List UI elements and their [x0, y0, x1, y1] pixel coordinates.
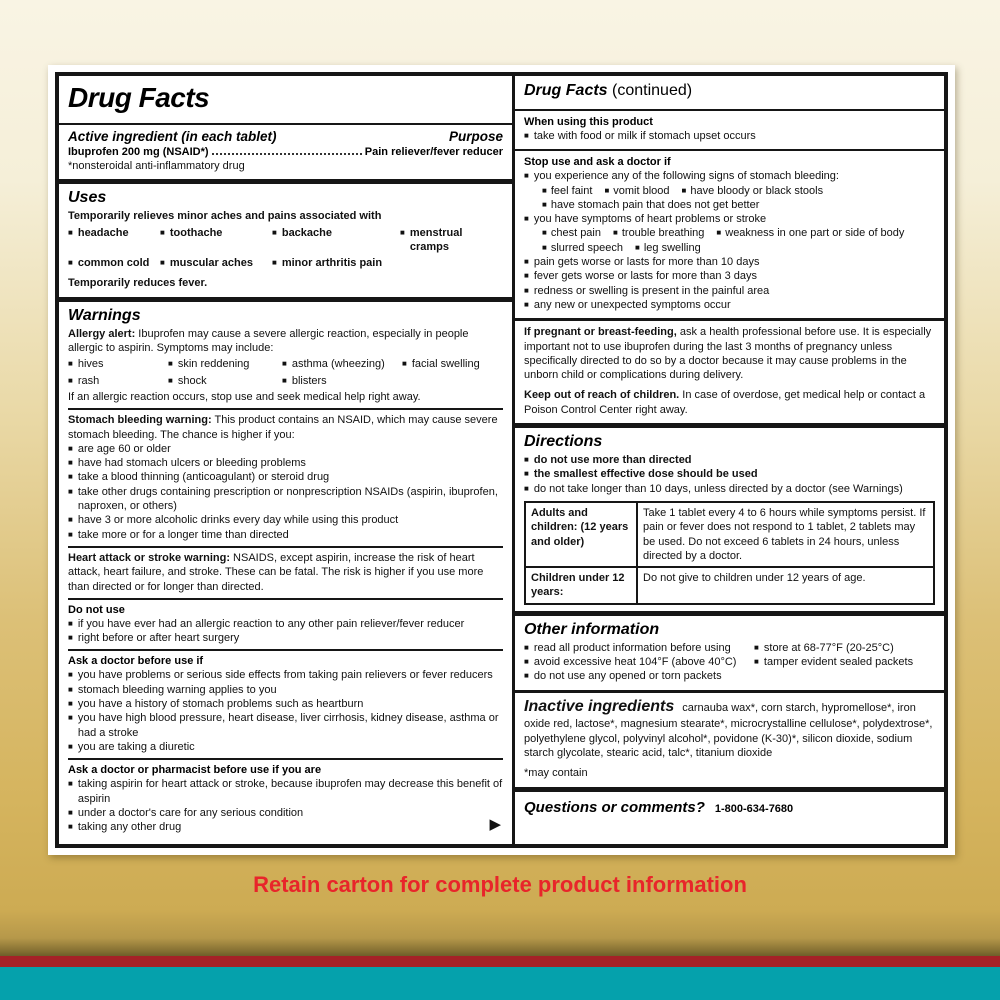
allergy-symptom-item: ■ hives [68, 357, 168, 371]
section-title [59, 76, 512, 123]
dosage-table [524, 501, 935, 605]
other-info-col2 [754, 641, 939, 684]
stomach-warning-text [68, 413, 503, 442]
dosage-table-row [525, 502, 934, 567]
ask-doctor-item: ■ you are taking a diuretic [68, 740, 503, 754]
heart-warning-lead: Heart attack or stroke warning: [68, 551, 230, 564]
allergy-outro: If an allergic reaction occurs, stop use and seek medical help right away. [68, 390, 421, 403]
warnings-allergy-block [68, 307, 503, 404]
stop-use-bleeding-signs-row2 [524, 198, 935, 212]
dosage-table-row [525, 567, 934, 604]
stomach-warning-item: ■ take a blood thinning (anticoagulant) or steroid drug [68, 470, 503, 484]
stop-use-heart-signs-row2 [524, 241, 935, 255]
bleeding-sign-item: ■ vomit blood [604, 184, 669, 198]
nsaid-footnote: *nonsteroidal anti-inflammatory drug [68, 160, 245, 172]
may-contain-footnote: *may contain [524, 767, 588, 780]
heart-sign-item: ■ chest pain [542, 226, 601, 240]
stop-use-item: ■ pain gets worse or lasts for more than 10 days [524, 255, 935, 269]
carton-teal-stripe [0, 967, 1000, 1000]
stop-use-item: ■ fever gets worse or lasts for more than 3 days [524, 269, 935, 283]
other-info-item: ■ avoid excessive heat 104°F (above 40°C) [524, 655, 750, 669]
section-pregnancy [515, 318, 944, 423]
section-inactive-ingredients [515, 690, 944, 787]
allergy-symptom-item: ■ facial swelling [402, 357, 503, 371]
section-questions [515, 787, 944, 844]
carton-red-stripe [0, 956, 1000, 967]
ask-doctor-item: ■ stomach bleeding warning applies to you [68, 683, 503, 697]
other-info-col1 [524, 641, 750, 684]
heart-warning-text [68, 551, 503, 594]
drug-facts-label [48, 65, 955, 855]
ask-pharmacist-item: ■ under a doctor's care for any serious condition [68, 806, 503, 820]
directions-item: ■ do not use more than directed [524, 453, 935, 467]
allergy-symptom-item: ■ blisters [282, 374, 402, 388]
other-info-item: ■ store at 68-77°F (20-25°C) [754, 641, 939, 655]
inactive-ingredients-text [524, 697, 935, 761]
ask-pharmacist-item: ■ taking aspirin for heart attack or stroke, because ibuprofen may decrease this benefit of aspirin [68, 777, 503, 806]
stop-use-bleeding-signs-row1 [524, 184, 935, 198]
stop-use-list [524, 255, 935, 312]
heart-sign-item: ■ trouble breathing [613, 226, 704, 240]
allergy-alert-lead: Allergy alert: [68, 327, 136, 340]
heart-warning-body: NSAIDS, except aspirin, increase the risk of heart attack, heart failure, and stroke. These can be fatal. The risk is higher if you use more than directed or for longer than directed. [68, 551, 484, 593]
stop-use-item-bleeding: ■ you experience any of the following signs of stomach bleeding: [524, 169, 935, 183]
allergy-symptom-item: ■ asthma (wheezing) [282, 357, 402, 371]
allergy-symptom-item: ■ skin reddening [168, 357, 282, 371]
pregnancy-warning-lead: If pregnant or breast-feeding, [524, 326, 677, 339]
uses-item: ■ menstrual cramps [400, 226, 503, 255]
do-not-use-block [68, 598, 503, 646]
directions-header: Directions [524, 433, 603, 451]
section-stop-use [515, 149, 944, 318]
uses-item: ■ toothache [160, 226, 272, 255]
stop-use-item: ■ any new or unexpected symptoms occur [524, 298, 935, 312]
inactive-ingredients-body: carnauba wax*, corn starch, hypromellose*, iron oxide red, lactose*, magnesium stearate*, microcrystalline cellulose*, polydextrose*, polyethylene glycol, polyvinyl alcohol*, povidone (K-30)*, silicon dioxide, sodium starch glycolate, stearic acid, talc*, titanium dioxide [524, 701, 933, 759]
other-information-header: Other information [524, 620, 660, 638]
when-using-header: When using this product [524, 116, 653, 128]
stomach-warning-item: ■ are age 60 or older [68, 442, 503, 456]
uses-header: Uses [68, 189, 107, 207]
drug-facts-title: Drug Facts [68, 82, 210, 113]
pregnancy-warning-text [524, 325, 935, 382]
dosage-instructions-cell: Do not give to children under 12 years of age. [637, 567, 934, 604]
other-info-item: ■ do not use any opened or torn packets [524, 669, 750, 683]
bleeding-sign-item: ■ have bloody or black stools [682, 184, 824, 198]
stop-use-header: Stop use and ask a doctor if [524, 156, 671, 169]
dosage-who-cell: Adults and children: (12 years and older) [525, 502, 637, 567]
directions-item: ■ do not take longer than 10 days, unless directed by a doctor (see Warnings) [524, 482, 935, 496]
allergy-symptom-item: ■ shock [168, 374, 282, 388]
stomach-warning-item: ■ have 3 or more alcoholic drinks every day while using this product [68, 513, 503, 527]
ingredient-name: Ibuprofen 200 mg (NSAID*) [68, 146, 209, 158]
continued-arrow-icon: ▶ [489, 816, 501, 834]
stomach-warning-item: ■ take other drugs containing prescription or nonprescription NSAIDs (aspirin, ibuprofen, naproxen, or others) [68, 485, 503, 514]
stomach-warning-item: ■ take more or for a longer time than directed [68, 528, 503, 542]
keep-out-lead: Keep out of reach of children. [524, 389, 680, 402]
ask-pharmacist-item: ■ taking any other drug [68, 820, 503, 834]
heart-sign-item: ■ leg swelling [635, 241, 701, 255]
label-right-column [515, 76, 944, 844]
when-using-list [524, 129, 935, 143]
uses-list [68, 226, 503, 271]
inactive-ingredients-header: Inactive ingredients [524, 697, 675, 715]
uses-item: ■ headache [68, 226, 160, 255]
ask-doctor-list [68, 668, 503, 754]
do-not-use-header: Do not use [68, 603, 125, 616]
section-other-information [515, 611, 944, 690]
label-left-column [59, 76, 515, 844]
ask-doctor-header: Ask a doctor before use if [68, 655, 204, 668]
stomach-warning-list [68, 442, 503, 542]
stop-use-structure-2 [524, 212, 935, 226]
purpose-header: Purpose [448, 129, 503, 144]
label-frame [55, 72, 948, 848]
dosage-instructions-cell: Take 1 tablet every 4 to 6 hours while symptoms persist. If pain or fever does not respond to 1 tablet, 2 tablets may be used. Do not exceed 6 tablets in 24 hours, unless directed by a doctor. [637, 502, 934, 567]
section-active-ingredient [59, 123, 512, 179]
heart-sign-item: ■ weakness in one part or side of body [716, 226, 904, 240]
ask-doctor-item: ■ you have problems or serious side effects from taking pain relievers or fever reducers [68, 668, 503, 682]
allergy-alert-text [68, 327, 503, 356]
allergy-alert-body: Ibuprofen may cause a severe allergic reaction, especially in people allergic to aspirin. Symptoms may include: [68, 327, 469, 355]
stop-use-heart-signs-row1 [524, 226, 935, 240]
uses-item: ■ backache [272, 226, 400, 255]
keep-out-body: In case of overdose, get medical help or contact a Poison Control Center right away. [524, 389, 926, 416]
stomach-warning-body: This product contains an NSAID, which may cause severe stomach bleeding. The chance is higher if you: [68, 414, 498, 441]
stomach-warning-item: ■ have had stomach ulcers or bleeding problems [68, 456, 503, 470]
uses-item: ■ minor arthritis pain [272, 256, 400, 270]
do-not-use-item: ■ right before or after heart surgery [68, 631, 503, 645]
uses-intro: Temporarily relieves minor aches and pains associated with [68, 210, 382, 223]
section-directions [515, 423, 944, 611]
section-uses [59, 179, 512, 296]
ask-doctor-item: ■ you have a history of stomach problems such as heartburn [68, 697, 503, 711]
drug-facts-continued-title: Drug Facts [524, 82, 608, 99]
stop-use-structure [524, 169, 935, 183]
active-ingredient-header: Active ingredient (in each tablet) [68, 129, 277, 144]
section-title-continued [515, 76, 944, 109]
ask-pharmacist-block [68, 758, 503, 834]
bleeding-sign-item: ■ have stomach pain that does not get better [542, 198, 759, 212]
directions-list [524, 453, 935, 496]
do-not-use-item: ■ if you have ever had an allergic reaction to any other pain reliever/fever reducer [68, 617, 503, 631]
ask-pharmacist-list [68, 777, 503, 834]
retain-carton-notice: Retain carton for complete product information [253, 872, 747, 897]
section-when-using [515, 109, 944, 149]
questions-phone: 1-800-634-7680 [714, 802, 794, 815]
stop-use-item-heart: ■ you have symptoms of heart problems or stroke [524, 212, 935, 226]
other-info-item: ■ tamper evident sealed packets [754, 655, 939, 669]
uses-item: ■ common cold [68, 256, 160, 270]
uses-fever: Temporarily reduces fever. [68, 277, 208, 290]
do-not-use-list [68, 617, 503, 646]
when-using-item: ■ take with food or milk if stomach upset occurs [524, 129, 935, 143]
stop-use-item: ■ redness or swelling is present in the painful area [524, 284, 935, 298]
ingredient-purpose: Pain reliever/fever reducer [364, 146, 503, 158]
ask-doctor-block [68, 649, 503, 754]
warnings-heart-block [68, 546, 503, 594]
heart-sign-item: ■ slurred speech [542, 241, 623, 255]
ask-pharmacist-header: Ask a doctor or pharmacist before use if you are [68, 764, 322, 777]
dosage-who-cell: Children under 12 years: [525, 567, 637, 604]
section-warnings [59, 297, 512, 844]
drug-facts-continued-suffix: (continued) [612, 82, 693, 99]
questions-header: Questions or comments? [524, 798, 705, 816]
dosage-table-body [525, 502, 934, 604]
warnings-header: Warnings [68, 306, 141, 324]
stomach-warning-lead: Stomach bleeding warning: [68, 414, 212, 427]
keep-out-text [524, 388, 935, 417]
warnings-stomach-block [68, 408, 503, 542]
ask-doctor-item: ■ you have high blood pressure, heart disease, liver cirrhosis, kidney disease, asthma or had a stroke [68, 711, 503, 740]
allergy-symptom-item: ■ rash [68, 374, 168, 388]
allergy-symptoms-list [68, 357, 503, 388]
pregnancy-warning-body: ask a health professional before use. It is especially important not to use ibuprofen during the last 3 months of pregnancy unless specifically directed to do so by a doctor because it may cause problems in the unborn child or complications during delivery. [524, 326, 932, 382]
uses-item: ■ muscular aches [160, 256, 272, 270]
bleeding-sign-item: ■ feel faint [542, 184, 592, 198]
other-info-item: ■ read all product information before using [524, 641, 750, 655]
directions-item: ■ the smallest effective dose should be used [524, 467, 935, 481]
dot-leader [212, 153, 362, 155]
